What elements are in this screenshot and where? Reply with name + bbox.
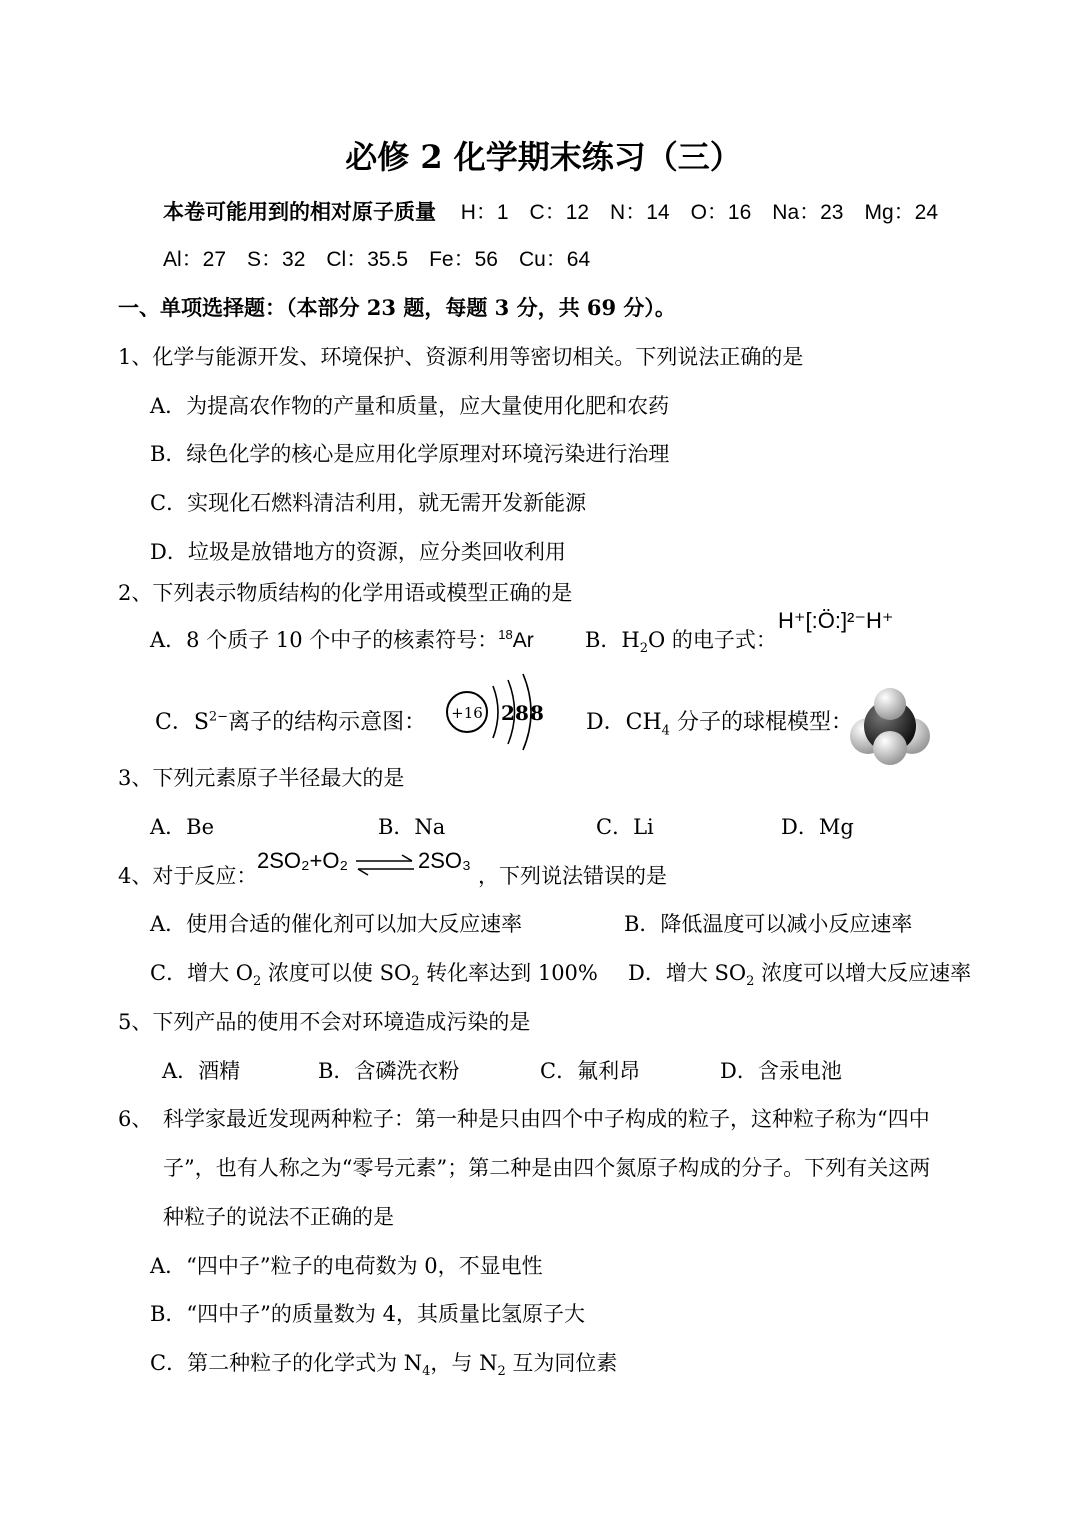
question-4-stem-pre: 4、对于反应： bbox=[118, 864, 258, 888]
q5-option-d: D．含汞电池 bbox=[720, 1059, 842, 1083]
q4-d-pre: D．增大 SO bbox=[628, 961, 747, 985]
section-heading: 一、单项选择题：（本部分 23 题，每题 3 分，共 69 分）。 bbox=[118, 295, 676, 320]
q4-option-c bbox=[150, 957, 598, 989]
reaction-equation-left: 2SO₂+O₂ bbox=[257, 848, 349, 873]
q4-option-d bbox=[628, 957, 971, 989]
question-6-line2: 子”，也有人称之为“零号元素”；第二种是由四个氮原子构成的分子。下列有关这两 bbox=[163, 1156, 931, 1180]
q6-c-mid: ，与 N bbox=[430, 1351, 498, 1375]
q4-d-sub1: 2 bbox=[746, 974, 755, 990]
q2-option-b bbox=[585, 624, 777, 656]
q4-c-pre: C．增大 O bbox=[150, 961, 253, 985]
question-5-stem: 5、下列产品的使用不会对环境造成污染的是 bbox=[118, 1010, 531, 1034]
q2-a-symbol: Ar bbox=[512, 629, 534, 652]
atomic-mass-line1 bbox=[163, 196, 938, 226]
q4-option-a: A．使用合适的催化剂可以加大反应速率 bbox=[150, 912, 523, 936]
atomic-mass-label: 本卷可能用到的相对原子质量 bbox=[163, 199, 436, 224]
q2-c-post: 离子的结构示意图： bbox=[228, 710, 427, 735]
reaction-equation-right: 2SO₃ bbox=[418, 848, 471, 873]
electron-formula: H⁺[:Ö:]²⁻H⁺ bbox=[778, 608, 894, 633]
question-4-stem-post: ，下列说法错误的是 bbox=[478, 864, 667, 888]
q1-option-d: D．垃圾是放错地方的资源，应分类回收利用 bbox=[150, 540, 566, 564]
sulfide-ion-structure-diagram bbox=[445, 668, 545, 758]
q4-c-mid: 浓度可以使 SO bbox=[261, 961, 412, 985]
q6-option-c bbox=[150, 1347, 617, 1379]
question-2-stem: 2、下列表示物质结构的化学用语或模型正确的是 bbox=[118, 581, 573, 605]
q1-option-a: A．为提高农作物的产量和质量，应大量使用化肥和农药 bbox=[150, 394, 670, 418]
q5-option-c: C．氟利昂 bbox=[540, 1059, 641, 1083]
page-title: 必修 2 化学期末练习（三） bbox=[345, 138, 742, 176]
q2-b-post: O 的电子式： bbox=[648, 628, 777, 652]
q2-option-a bbox=[150, 624, 534, 654]
shell-3-label: 8 bbox=[530, 701, 544, 725]
q6-c-sub1: 4 bbox=[422, 1364, 431, 1380]
q4-option-b: B．降低温度可以减小反应速率 bbox=[624, 912, 913, 936]
q2-d-sub: 4 bbox=[661, 723, 670, 739]
methane-ball-model-image bbox=[848, 684, 932, 768]
reversible-arrow-icon bbox=[354, 854, 416, 876]
question-6-line1: 科学家最近发现两种粒子：第一种是只由四个中子构成的粒子，这种粒子称为“四中 bbox=[163, 1107, 930, 1131]
question-6-number: 6、 bbox=[118, 1107, 153, 1131]
q2-option-d bbox=[586, 705, 853, 738]
q6-c-post: 互为同位素 bbox=[505, 1351, 618, 1375]
q4-d-post: 浓度可以增大反应速率 bbox=[754, 961, 972, 985]
q2-a-mass-number: 18 bbox=[498, 627, 513, 642]
q6-c-pre: C．第二种粒子的化学式为 N bbox=[150, 1351, 423, 1375]
shell-2-label: 8 bbox=[515, 701, 529, 725]
q4-c-sub2: 2 bbox=[411, 974, 420, 990]
q3-option-d: D．Mg bbox=[781, 815, 854, 839]
question-1-stem: 1、化学与能源开发、环境保护、资源利用等密切相关。下列说法正确的是 bbox=[118, 345, 804, 369]
q1-option-b: B．绿色化学的核心是应用化学原理对环境污染进行治理 bbox=[150, 442, 670, 466]
shell-1-label: 2 bbox=[501, 701, 515, 725]
q5-option-a: A．酒精 bbox=[162, 1059, 241, 1083]
q6-option-b: B．“四中子”的质量数为 4，其质量比氢原子大 bbox=[150, 1302, 585, 1326]
q2-b-sub: 2 bbox=[639, 641, 649, 657]
q4-c-sub1: 2 bbox=[252, 974, 262, 990]
q3-option-b: B．Na bbox=[378, 815, 446, 839]
q1-option-c: C．实现化石燃料清洁利用，就无需开发新能源 bbox=[150, 491, 587, 515]
question-3-stem: 3、下列元素原子半径最大的是 bbox=[118, 766, 405, 790]
q6-option-a: A．“四中子”粒子的电荷数为 0，不显电性 bbox=[150, 1254, 543, 1278]
q5-option-b: B．含磷洗衣粉 bbox=[318, 1059, 460, 1083]
q2-c-pre: C．S bbox=[155, 710, 209, 735]
q2-option-c bbox=[155, 705, 426, 736]
atomic-mass-values-1: H：1 C：12 N：14 O：16 Na：23 Mg：24 bbox=[460, 201, 939, 224]
q2-d-pre: D．CH bbox=[586, 710, 662, 735]
q2-b-pre: B．H bbox=[585, 628, 640, 652]
atomic-mass-values-2: Al：27 S：32 Cl：35.5 Fe：56 Cu：64 bbox=[163, 248, 591, 271]
q6-c-sub2: 2 bbox=[497, 1364, 506, 1380]
question-6-line3: 种粒子的说法不正确的是 bbox=[163, 1205, 394, 1229]
q3-option-c: C．Li bbox=[596, 815, 654, 839]
q2-a-text: A．8 个质子 10 个中子的核素符号： bbox=[150, 628, 499, 652]
q4-c-post: 转化率达到 100% bbox=[419, 961, 598, 985]
q2-d-post: 分子的球棍模型： bbox=[669, 710, 853, 735]
nucleus-label: +16 bbox=[451, 704, 483, 722]
q3-option-a: A．Be bbox=[150, 815, 215, 839]
q2-c-charge: 2− bbox=[208, 709, 229, 725]
